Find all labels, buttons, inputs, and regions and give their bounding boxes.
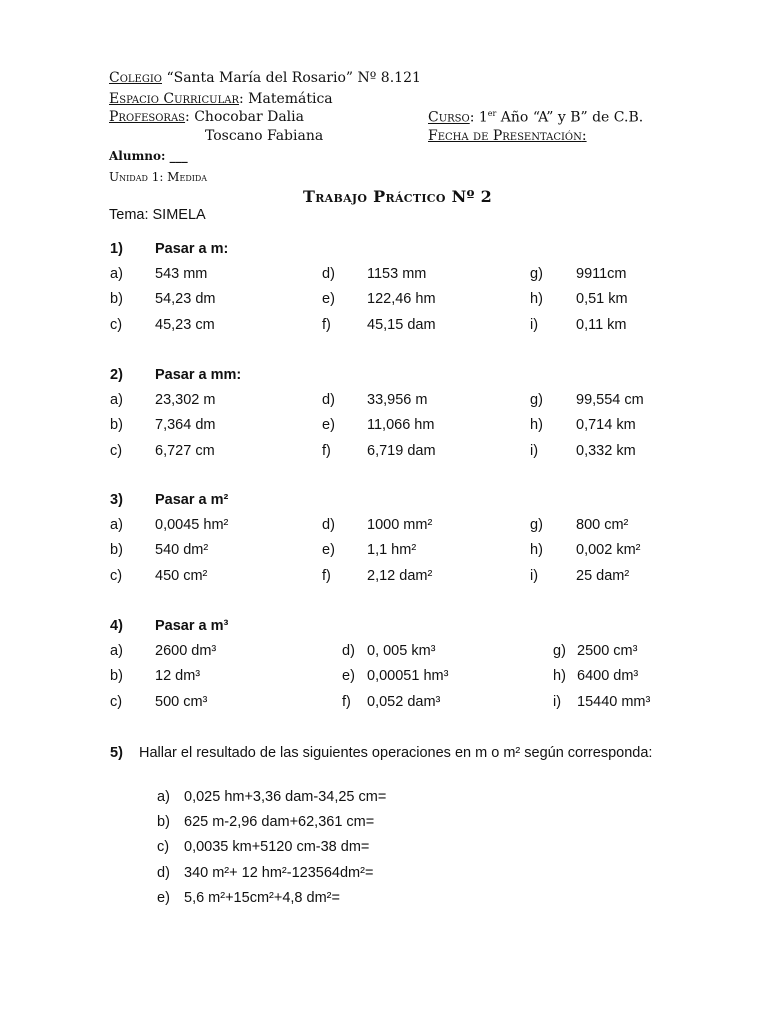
item-value: 0,0045 hm² [155, 517, 229, 533]
operation-expression: 0,025 hm+3,36 dam-34,25 cm= [184, 789, 387, 805]
unidad-line: Unidad 1: Medida [109, 170, 208, 184]
item-letter: i) [530, 316, 539, 333]
item-value: 0, 005 km³ [367, 643, 436, 659]
section-number: 4) [110, 618, 123, 634]
item-value: 54,23 dm [155, 291, 216, 308]
section-title: Pasar a mm: [155, 367, 242, 383]
operation-letter: d) [157, 864, 170, 881]
item-letter: d) [322, 266, 335, 282]
item-letter: b) [110, 417, 123, 434]
item-value: 25 dam² [576, 567, 630, 584]
item-letter: c) [110, 442, 123, 459]
item-letter: c) [110, 567, 123, 584]
item-letter: f) [322, 442, 331, 459]
item-value: 500 cm³ [155, 693, 208, 710]
operation-expression: 0,0035 km+5120 cm-38 dm= [184, 839, 370, 856]
item-value: 1000 mm² [367, 517, 433, 533]
item-value: 9911cm [576, 266, 627, 282]
header-fecha [428, 128, 587, 144]
item-letter: d) [322, 517, 335, 533]
item-letter: e) [322, 542, 335, 559]
operation-expression: 625 m-2,96 dam+62,361 cm= [184, 814, 375, 831]
page-title: Trabajo Práctico Nº 2 [303, 187, 493, 206]
alumno-line: Alumno: ___ [109, 149, 188, 163]
header-espacio [109, 91, 333, 107]
item-value: 2,12 dam² [367, 567, 433, 584]
item-letter: f) [322, 567, 331, 584]
item-value: 1153 mm [367, 266, 427, 282]
item-value: 6,727 cm [155, 442, 215, 459]
item-value: 0,714 km [576, 417, 636, 434]
item-letter: i) [530, 567, 539, 584]
item-letter: a) [110, 643, 123, 659]
item-value: 543 mm [155, 266, 208, 282]
section5-number: 5) [110, 745, 123, 761]
item-letter: e) [342, 668, 355, 685]
item-value: 0,11 km [576, 316, 627, 333]
item-value: 800 cm² [576, 517, 629, 533]
item-letter: h) [530, 291, 543, 308]
item-letter: g) [530, 517, 543, 533]
item-value: 7,364 dm [155, 417, 216, 434]
item-value: 1,1 hm² [367, 542, 417, 559]
section-title: Pasar a m² [155, 492, 229, 508]
item-value: 0,00051 hm³ [367, 668, 449, 685]
item-letter: i) [530, 442, 539, 459]
item-letter: h) [530, 542, 543, 559]
colegio-label: Colegio [109, 70, 162, 86]
item-letter: a) [110, 392, 123, 408]
item-letter: e) [322, 291, 335, 308]
espacio-label: Espacio Curricular [109, 91, 239, 107]
colegio-value: “Santa María del Rosario” Nº 8.121 [162, 70, 421, 86]
item-value: 45,15 dam [367, 316, 436, 333]
operation-expression: 340 m²+ 12 hm²-123564dm²= [184, 864, 374, 881]
item-letter: e) [322, 417, 335, 434]
item-letter: b) [110, 542, 123, 559]
profesoras-label: Profesoras [109, 109, 186, 125]
item-letter: h) [530, 417, 543, 434]
item-value: 0,052 dam³ [367, 693, 441, 710]
item-value: 11,066 hm [367, 417, 435, 434]
section-title: Pasar a m: [155, 241, 229, 257]
operation-letter: b) [157, 814, 170, 831]
item-letter: a) [110, 517, 123, 533]
operation-letter: c) [157, 839, 170, 856]
item-value: 15440 mm³ [577, 693, 651, 710]
fecha-value: : [581, 128, 587, 144]
item-value: 2600 dm³ [155, 643, 217, 659]
curso-sup: er [487, 109, 497, 118]
item-value: 45,23 cm [155, 316, 215, 333]
item-letter: d) [342, 643, 355, 659]
item-letter: c) [110, 316, 123, 333]
item-value: 0,332 km [576, 442, 636, 459]
item-letter: g) [530, 266, 543, 282]
tema-line: Tema: SIMELA [109, 207, 206, 223]
item-value: 6,719 dam [367, 442, 436, 459]
item-value: 33,956 m [367, 392, 428, 408]
item-letter: f) [322, 316, 331, 333]
item-letter: g) [530, 392, 543, 408]
item-letter: a) [110, 266, 123, 282]
item-value: 122,46 hm [367, 291, 436, 308]
header-curso [428, 109, 643, 126]
item-value: 450 cm² [155, 567, 208, 584]
section-number: 2) [110, 367, 123, 383]
item-letter: b) [110, 668, 123, 685]
section5-text: Hallar el resultado de las siguientes operaciones en m o m² según corresponda: [139, 745, 653, 761]
item-value: 6400 dm³ [577, 668, 639, 685]
operation-letter: e) [157, 889, 170, 906]
section-number: 1) [110, 241, 123, 257]
item-letter: h) [553, 668, 566, 685]
item-letter: c) [110, 693, 123, 710]
section-number: 3) [110, 492, 123, 508]
curso-label: Curso [428, 109, 470, 126]
fecha-label: Fecha de Presentación [428, 128, 582, 144]
curso-value-post: Año “A” y B” de C.B. [496, 109, 644, 126]
item-value: 99,554 cm [576, 392, 644, 408]
espacio-value: : Matemática [238, 91, 333, 107]
item-letter: g) [553, 643, 566, 659]
item-letter: b) [110, 291, 123, 308]
curso-value-pre: : 1 [469, 109, 488, 126]
item-letter: f) [342, 693, 351, 710]
item-value: 540 dm² [155, 542, 209, 559]
header-profesoras [109, 109, 304, 125]
operation-letter: a) [157, 789, 170, 805]
header-profesora2: Toscano Fabiana [205, 128, 324, 144]
item-value: 0,51 km [576, 291, 628, 308]
operation-expression: 5,6 m²+15cm²+4,8 dm²= [184, 889, 340, 906]
item-letter: i) [553, 693, 562, 710]
item-value: 12 dm³ [155, 668, 201, 685]
profesoras-value: : Chocobar Dalia [185, 109, 304, 125]
item-value: 23,302 m [155, 392, 216, 408]
section-title: Pasar a m³ [155, 618, 229, 634]
item-value: 0,002 km² [576, 542, 641, 559]
header-colegio [109, 70, 421, 86]
item-letter: d) [322, 392, 335, 408]
item-value: 2500 cm³ [577, 643, 638, 659]
